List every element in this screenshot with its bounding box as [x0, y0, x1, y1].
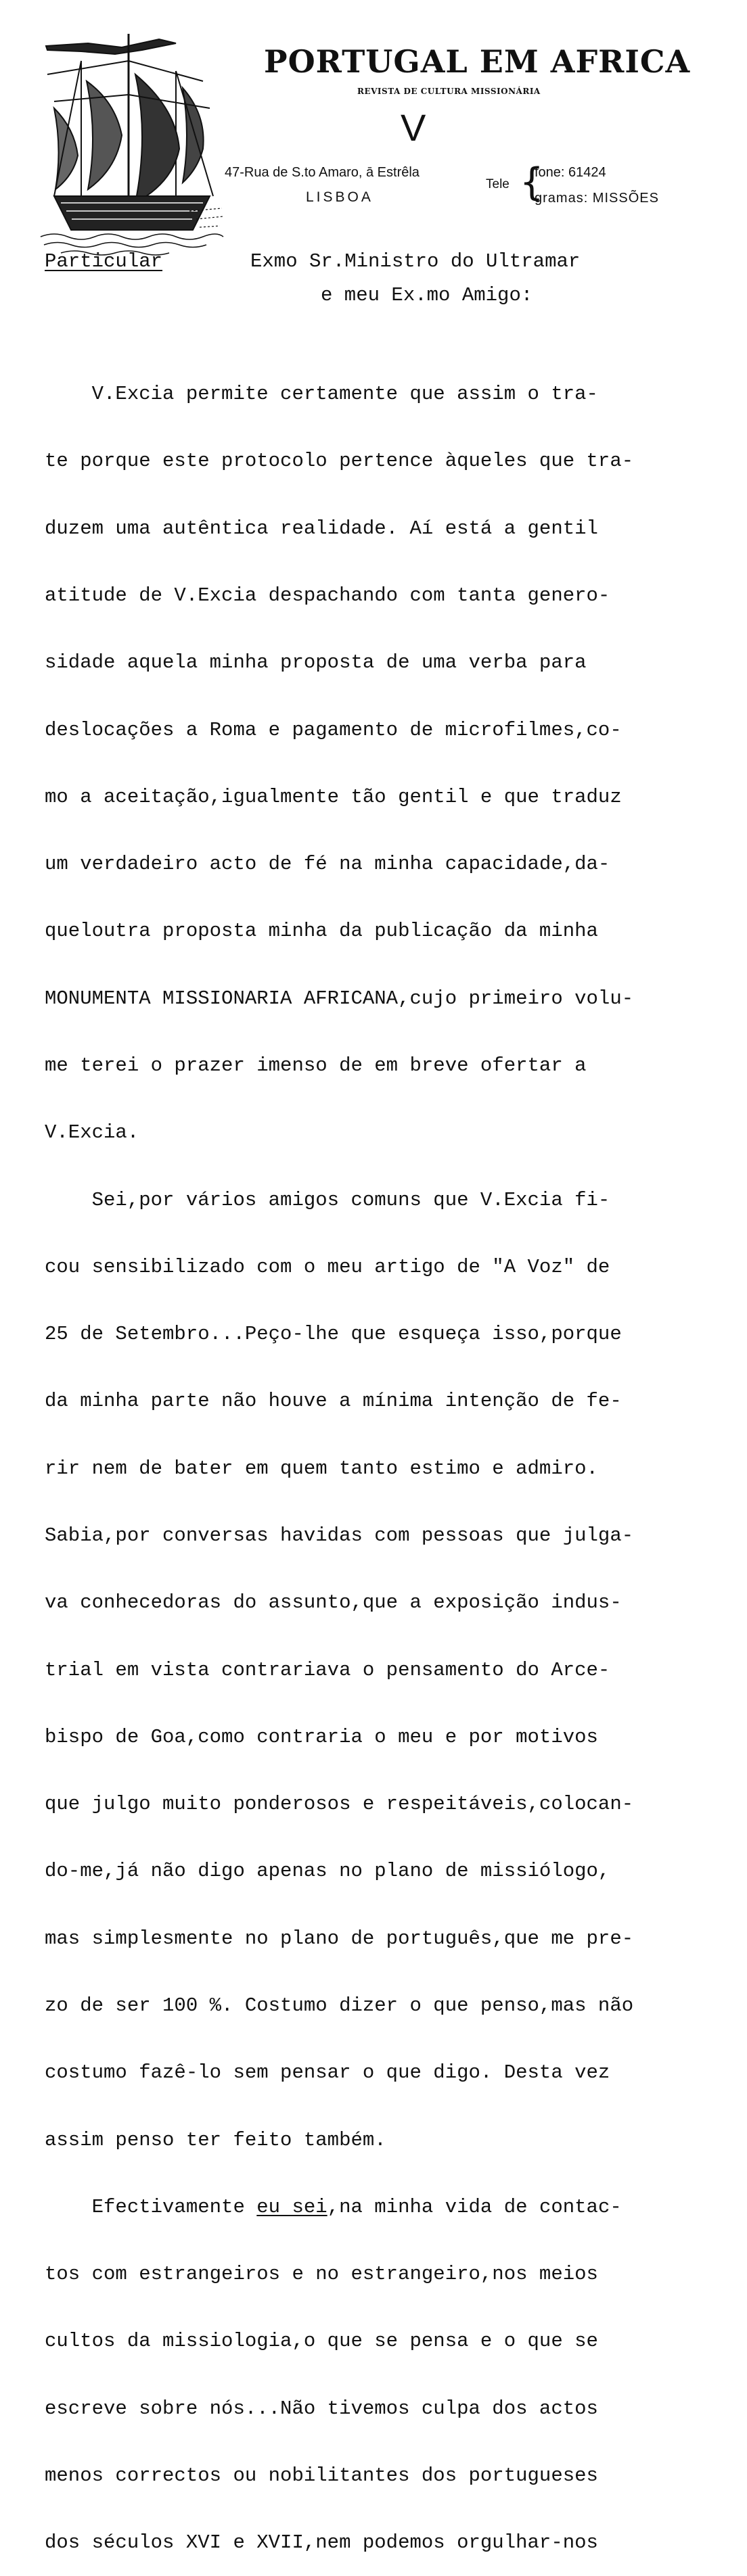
body-line: atitude de V.Excia despachando com tanta genero- [45, 584, 610, 607]
body-line: assim penso ter feito também. [45, 2128, 386, 2151]
masthead-title: PORTUGAL EM AFRICA [264, 43, 691, 80]
body-line: tos com estrangeiros e no estrangeiro,nos meios [45, 2263, 598, 2286]
body-line: sidade aquela minha proposta de uma verba para [45, 651, 587, 674]
masthead-subtitle: REVISTA DE CULTURA MISSIONÁRIA [357, 87, 541, 96]
body-line: cultos da missiologia,o que se pensa e o que se [45, 2330, 598, 2353]
body-line: te porque este protocolo pertence àqueles que tra- [45, 450, 634, 473]
body-line: deslocações a Roma e pagamento de microfilmes,co- [45, 718, 622, 741]
body-line: MONUMENTA MISSIONARIA AFRICANA,cujo primeiro volu- [45, 987, 634, 1010]
handwritten-mark: V [401, 106, 426, 149]
body-line: me terei o prazer imenso de em breve ofertar a [45, 1054, 587, 1077]
body-line: um verdadeiro acto de fé na minha capacidade,da- [45, 853, 610, 876]
salutation-line-2: e meu Ex.mo Amigo: [321, 284, 533, 306]
body-line: trial em vista contrariava o pensamento do Arce- [45, 1658, 610, 1681]
underlined-phrase: eu sei [256, 2195, 327, 2218]
body-line: escreve sobre nós...Não tivemos culpa dos actos [45, 2397, 598, 2420]
body-line: V.Excia permite certamente que assim o tra- [45, 383, 598, 406]
body-line: bispo de Goa,como contraria o meu e por motivos [45, 1725, 598, 1748]
body-line: mo a aceitação,igualmente tão gentil e que traduz [45, 785, 622, 808]
city: LISBOA [306, 189, 374, 205]
tele-label: Tele [486, 177, 510, 191]
body-line: duzem uma autêntica realidade. Aí está a gentil [45, 517, 598, 540]
salutation-line-1: Exmo Sr.Ministro do Ultramar [250, 250, 581, 273]
body-line: Sabia,por conversas havidas com pessoas que julga- [45, 1524, 634, 1547]
brace-icon: { [520, 160, 544, 204]
body-line: queloutra proposta minha da publicação da minha [45, 920, 598, 943]
body-line: que julgo muito ponderosos e respeitáveis,colocan- [45, 1793, 634, 1816]
body-line: Sei,por vários amigos comuns que V.Excia fi- [45, 1188, 610, 1211]
telephone-number: fone: 61424 [535, 165, 606, 180]
telegram-address: gramas: MISSÕES [535, 191, 659, 206]
body-line: 25 de Setembro...Peço-lhe que esqueça isso,porque [45, 1323, 622, 1346]
letterhead [0, 0, 747, 257]
body-line: cou sensibilizado com o meu artigo de "A Voz" de [45, 1255, 610, 1278]
body-line: da minha parte não houve a mínima intenção de fe- [45, 1390, 622, 1413]
body-line: Efectivamente eu sei,na minha vida de contac- [45, 2195, 622, 2218]
body-line: V.Excia. [45, 1121, 139, 1144]
letter-body [45, 338, 728, 2576]
body-line: rir nem de bater em quem tanto estimo e admiro. [45, 1457, 598, 1480]
body-line: menos correctos ou nobilitantes dos portugueses [45, 2464, 598, 2487]
body-line: mas simplesmente no plano de português,que me pre- [45, 1927, 634, 1950]
body-line: dos séculos XVI e XVII,nem podemos orgulhar-nos [45, 2531, 598, 2554]
body-line: do-me,já não digo apenas no plano de missiólogo, [45, 1860, 610, 1883]
body-line: zo de ser 100 %. Costumo dizer o que penso,mas não [45, 1994, 634, 2017]
body-line: costumo fazê-lo sem pensar o que digo. Desta vez [45, 2061, 610, 2084]
street-address: 47-Rua de S.to Amaro, ā Estrêla [225, 165, 420, 180]
confidential-marking: Particular [45, 250, 163, 273]
body-line: va conhecedoras do assunto,que a exposição indus- [45, 1591, 622, 1614]
caravel-ship-icon [41, 34, 223, 257]
